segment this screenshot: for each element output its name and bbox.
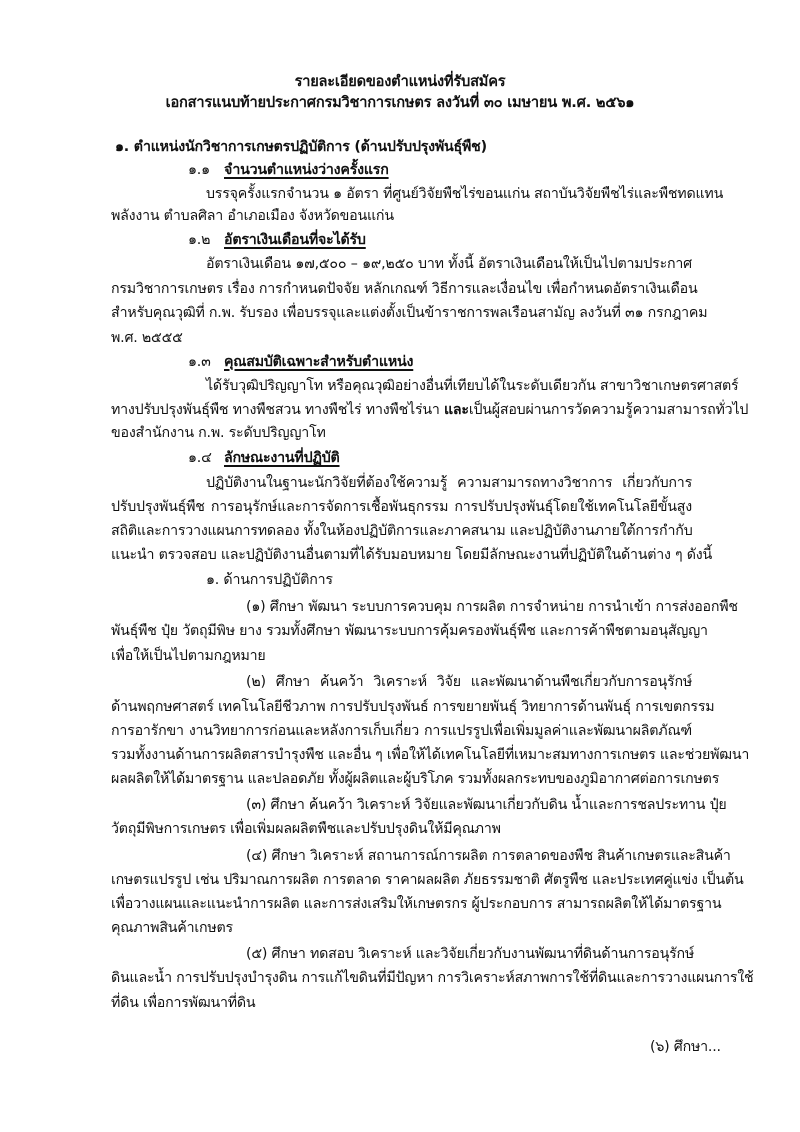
duty-item-1-line: พันธุ์พืช ปุ๋ย วัตถุมีพิษ ยาง รวมทั้งศึกษา พัฒนาระบบการคุ้มครองพันธุ์พืช และการค้าพืชตามอนุสัญญา bbox=[111, 623, 708, 639]
duty-item-3-line: (๓) ศึกษา ค้นคว้า วิเคราะห์ วิจัยและพัฒนาเกี่ยวกับดิน น้ำและการชลประทาน ปุ๋ย bbox=[246, 797, 727, 813]
section-1-2-line: กรมวิชาการเกษตร เรื่อง การกำหนดปัจจัย หลักเกณฑ์ วิธีการและเงื่อนไข เพื่อกำหนดอัตราเงินเดือน bbox=[111, 281, 698, 297]
section-1-4-line: สถิติและการวางแผนการทดลอง ทั้งในห้องปฏิบัติการและภาคสนาม และปฏิบัติงานภายใต้การกำกับ bbox=[111, 523, 693, 539]
section-1-1-heading: จำนวนตำแหน่งว่างครั้งแรก bbox=[224, 162, 389, 178]
duty-item-2-line: การอารักขา งานวิทยาการก่อนและหลังการเก็บเกี่ยว การแปรรูปเพื่อเพิ่มมูลค่าและพัฒนาผลิตภัณฑ์ bbox=[111, 723, 692, 739]
section-1-3-text: ทางปรับปรุงพันธุ์พืช ทางพืชสวน ทางพืชไร่ ทางพืชไร่นา bbox=[111, 402, 444, 418]
section-1-2-line: สำหรับคุณวุฒิที่ ก.พ. รับรอง เพื่อบรรจุและแต่งตั้งเป็นข้าราชการพลเรือนสามัญ ลงวันที่ ๓๑ กรกฎาคม bbox=[111, 305, 708, 321]
duty-item-4-line: คุณภาพสินค้าเกษตร bbox=[111, 920, 233, 936]
section-1-4-line: ปรับปรุงพันธุ์พืช การอนุรักษ์และการจัดการเชื้อพันธุกรรม การปรับปรุงพันธุ์โดยใช้เทคโนโลยีขั้นสูง bbox=[111, 499, 692, 515]
document-title: รายละเอียดของตำแหน่งที่รับสมัคร bbox=[294, 73, 506, 90]
duty-item-5-line: (๕) ศึกษา ทดสอบ วิเคราะห์ และวิจัยเกี่ยวกับงานพัฒนาที่ดินด้านการอนุรักษ์ bbox=[246, 946, 695, 962]
section-1-2-number: ๑.๒ bbox=[188, 232, 211, 248]
duty-item-1-line: เพื่อให้เป็นไปตามกฎหมาย bbox=[111, 648, 266, 664]
section-1-3-line: ของสำนักงาน ก.พ. ระดับปริญญาโท bbox=[111, 425, 326, 441]
duty-item-2-line: ด้านพฤกษศาสตร์ เทคโนโลยีชีวภาพ การปรับปรุงพันธ์ การขยายพันธุ์ วิทยาการด้านพันธุ์ การเขตกรรม bbox=[111, 699, 715, 715]
duty-item-2-line: (๒) ศึกษา ค้นคว้า วิเคราะห์ วิจัย และพัฒนาด้านพืชเกี่ยวกับการอนุรักษ์ bbox=[246, 674, 692, 690]
section-1-2-heading: อัตราเงินเดือนที่จะได้รับ bbox=[224, 232, 366, 248]
section-1-1-number: ๑.๑ bbox=[188, 162, 210, 178]
duty-item-4-line: เพื่อวางแผนและแนะนำการผลิต และการส่งเสริมให้เกษตรกร ผู้ประกอบการ สามารถผลิตให้ได้มาตรฐาน bbox=[111, 896, 722, 912]
section-1-4-line: ปฏิบัติงานในฐานะนักวิจัยที่ต้องใช้ความรู้ ความสามารถทางวิชาการ เกี่ยวกับการ bbox=[206, 475, 692, 491]
section-1-3-number: ๑.๓ bbox=[188, 354, 211, 370]
section-1-3-heading: คุณสมบัติเฉพาะสำหรับตำแหน่ง bbox=[224, 354, 414, 370]
duty-item-2-line: รวมทั้งงานด้านการผลิตสารบำรุงพืช และอื่น ๆ เพื่อให้ได้เทคโนโลยีที่เหมาะสมทางการเกษตร และช่วยพัฒนา bbox=[111, 747, 750, 763]
section-1-3-text: เป็นผู้สอบผ่านการวัดความรู้ความสามารถทั่วไป bbox=[468, 402, 749, 418]
continuation-marker: (๖) ศึกษา... bbox=[650, 1039, 721, 1055]
duty-item-3-line: วัตถุมีพิษการเกษตร เพื่อเพิ่มผลผลิตพืชและปรับปรุงดินให้มีคุณภาพ bbox=[111, 821, 501, 837]
duty-item-4-line: เกษตรแปรรูป เช่น ปริมาณการผลิต การตลาด ราคาผลผลิต ภัยธรรมชาติ ศัตรูพืช และประเทศคู่แข่ง เป็นต้น bbox=[111, 872, 744, 888]
document-subtitle: เอกสารแนบท้ายประกาศกรมวิชาการเกษตร ลงวันที่ ๓๐ เมษายน พ.ศ. ๒๕๖๑ bbox=[165, 94, 635, 111]
section-1-3-line: ได้รับวุฒิปริญญาโท หรือคุณวุฒิอย่างอื่นที่เทียบได้ในระดับเดียวกัน สาขาวิชาเกษตรศาสตร์ bbox=[206, 378, 739, 394]
section-1-heading: ๑. ตำแหน่งนักวิชาการเกษตรปฏิบัติการ (ด้านปรับปรุงพันธุ์พืช) bbox=[115, 139, 487, 155]
duty-item-5-line: ที่ดิน เพื่อการพัฒนาที่ดิน bbox=[111, 995, 256, 1011]
duty-item-1-line: (๑) ศึกษา พัฒนา ระบบการควบคุม การผลิต การจำหน่าย การนำเข้า การส่งออกพืช bbox=[246, 599, 738, 615]
section-1-3-line bbox=[111, 400, 748, 420]
section-1-4-line: แนะนำ ตรวจสอบ และปฏิบัติงานอื่นตามที่ได้รับมอบหมาย โดยมีลักษณะงานที่ปฏิบัติในด้านต่าง ๆ ดังนี้ bbox=[111, 547, 713, 563]
duty-item-5-line: ดินและน้ำ การปรับปรุงบำรุงดิน การแก้ไขดินที่มีปัญหา การวิเคราะห์สภาพการใช้ที่ดินและการวางแผนการใช้ bbox=[111, 970, 754, 986]
section-1-4-subheading: ๑. ด้านการปฏิบัติการ bbox=[206, 572, 333, 588]
section-1-4-heading: ลักษณะงานที่ปฏิบัติ bbox=[224, 450, 340, 466]
section-1-2-line: อัตราเงินเดือน ๑๗,๕๐๐ – ๑๙,๒๕๐ บาท ทั้งนี้ อัตราเงินเดือนให้เป็นไปตามประกาศ bbox=[206, 256, 692, 272]
section-1-1-line: พลังงาน ตำบลศิลา อำเภอเมือง จังหวัดขอนแก่น bbox=[111, 208, 394, 224]
section-1-1-line: บรรจุครั้งแรกจำนวน ๑ อัตรา ที่ศูนย์วิจัยพืชไร่ขอนแก่น สถาบันวิจัยพืชไร่และพืชทดแทน bbox=[206, 186, 724, 202]
section-1-2-line: พ.ศ. ๒๕๕๕ bbox=[111, 330, 183, 346]
duty-item-2-line: ผลผลิตให้ได้มาตรฐาน และปลอดภัย ทั้งผู้ผลิตและผู้บริโภค รวมทั้งผลกระทบของภูมิอากาศต่อการเกษตร bbox=[111, 771, 720, 787]
section-1-4-number: ๑.๔ bbox=[188, 450, 212, 466]
section-1-3-bold-and: และ bbox=[443, 402, 469, 418]
duty-item-4-line: (๔) ศึกษา วิเคราะห์ สถานการณ์การผลิต การตลาดของพืช สินค้าเกษตรและสินค้า bbox=[246, 848, 731, 864]
